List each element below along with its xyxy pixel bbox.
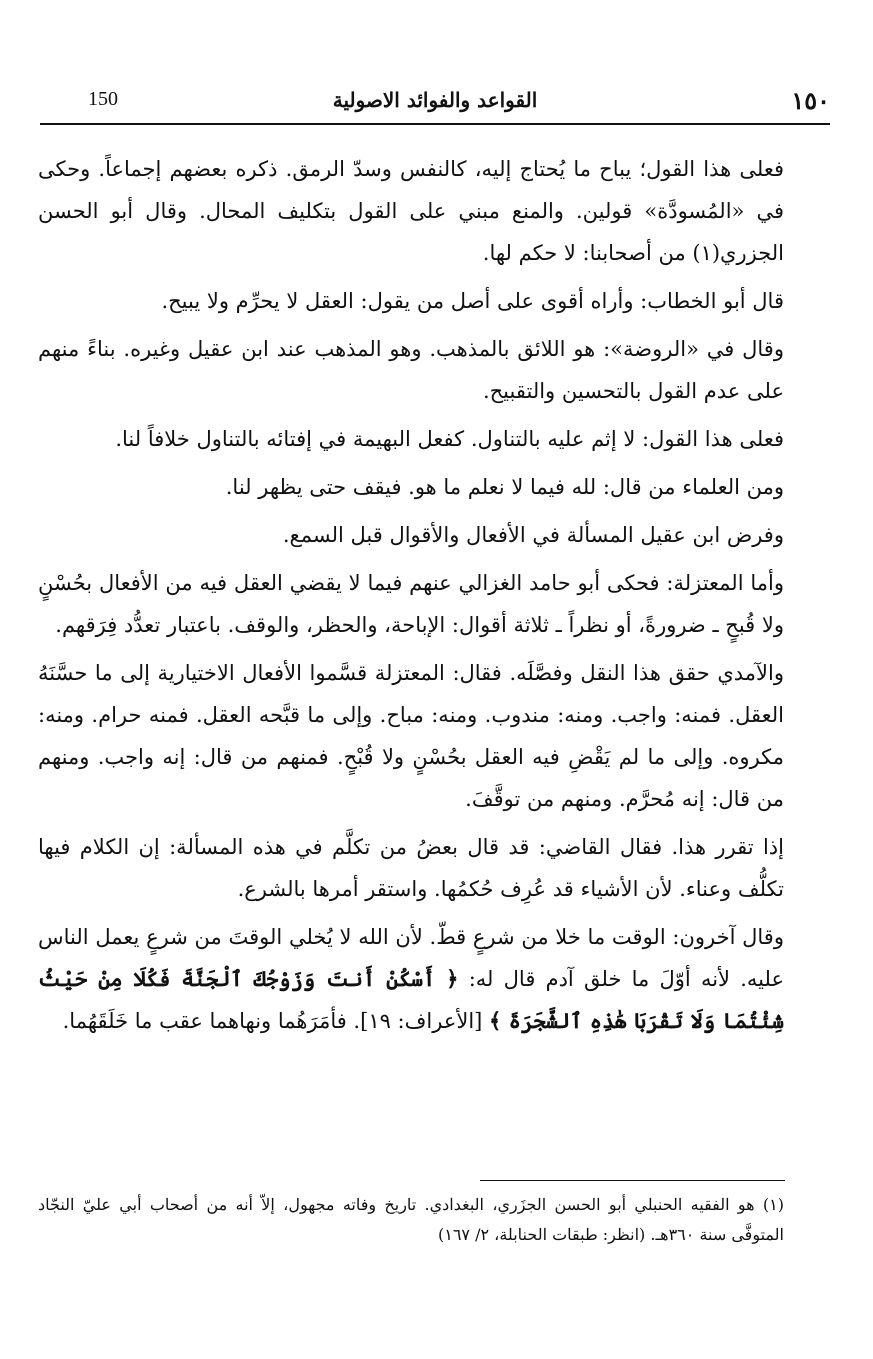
paragraph: قال أبو الخطاب: وأراه أقوى على أصل من يقول: العقل لا يحرِّم ولا يبيح. bbox=[161, 289, 784, 313]
paragraph: فعلى هذا القول: لا إثم عليه بالتناول. كفعل البهيمة في إفتائه بالتناول خلافاً لنا. bbox=[115, 427, 784, 451]
paragraph: وفرض ابن عقيل المسألة في الأفعال والأقوال قبل السمع. bbox=[282, 523, 784, 547]
header-rule bbox=[40, 123, 830, 125]
paragraph: فعلى هذا القول؛ يباح ما يُحتاج إليه، كالنفس وسدّ الرمق. ذكره بعضهم إجماعاً. وحكى في «المُسودَّة» قولين. والمنع مبني على القول بتكليف المحال. وقال أبو الحسن الجزري(١) من أصحابنا: لا حكم لها. bbox=[38, 157, 784, 265]
page-number-latin: 150 bbox=[88, 88, 118, 110]
verse-reference: [الأعراف: ١٩]. فأمَرَهُما ونهاهما عقب ما خَلَقَهُما. bbox=[62, 1009, 490, 1033]
quran-verse: ﴿ أَسْكُنْ أَنتَ وَزَوْجُكَ ٱلْجَنَّةَ فَكُلَا مِنْ حَيْثُ شِئْتُمَا وَلَا تَقْرَبَا هَٰذِهِ ٱلشَّجَرَةَ ﴾ bbox=[38, 966, 784, 1033]
footnote-rule bbox=[480, 1180, 785, 1181]
page-header bbox=[40, 82, 830, 122]
footnote bbox=[38, 1190, 784, 1250]
page-number-arabic: ١٥٠ bbox=[791, 86, 830, 115]
paragraph: وقال في «الروضة»: هو اللائق بالمذهب. وهو المذهب عند ابن عقيل وغيره. بناءً منهم على عدم القول بالتحسين والتقبيح. bbox=[38, 337, 784, 403]
paragraph: إذا تقرر هذا. فقال القاضي: قد قال بعضُ من تكلَّم في هذه المسألة: إن الكلام فيها تكلُّف وعناء. لأن الأشياء قد عُرِف حُكمُها. واستقر أمرها بالشرع. bbox=[38, 835, 784, 901]
running-title: القواعد والفوائد الاصولية bbox=[332, 88, 538, 112]
paragraph: والآمدي حقق هذا النقل وفصَّلَه. فقال: المعتزلة قسَّموا الأفعال الاختيارية إلى ما حسَّنَهُ العقل. فمنه: واجب. ومنه: مندوب. ومنه: مباح. وإلى ما قبَّحه العقل. فمنه حرام. ومنه: مكروه. وإلى ما لم يَقْضِ فيه العقل بحُسْنٍ ولا قُبْحٍ. فمنهم من قال: إنه واجب. ومنهم من قال: إنه مُحرَّم. ومنهم من توقَّفَ. bbox=[38, 661, 784, 811]
paragraph-text: وقال آخرون: الوقت ما خلا من شرعٍ قطّ. لأن الله لا يُخلي الوقتَ من شرعٍ يعمل الناس عليه. لأنه أوّلَ ما خلق آدم قال له: bbox=[38, 925, 784, 991]
paragraph-with-quran-verse bbox=[38, 916, 784, 1042]
main-text bbox=[38, 148, 784, 1048]
paragraph: ومن العلماء من قال: لله فيما لا نعلم ما هو. فيقف حتى يظهر لنا. bbox=[225, 475, 784, 499]
paragraph: وأما المعتزلة: فحكى أبو حامد الغزالي عنهم فيما لا يقضي العقل فيه من الأفعال بحُسْنٍ ولا قُبحٍ ـ ضرورةً، أو نظراً ـ ثلاثة أقوال: الإباحة، والحظر، والوقف. باعتبار تعدُّد فِرَقهم. bbox=[38, 571, 784, 637]
footnote-text: (١) هو الفقيه الحنبلي أبو الحسن الجزَري، البغدادي. تاريخ وفاته مجهول، إلاّ أنه من أصحاب أبي عليّ النجّاد المتوفَّى سنة ٣٦٠هـ. (انظر: طبقات الحنابلة، ٢/ ١٦٧) bbox=[38, 1195, 784, 1244]
